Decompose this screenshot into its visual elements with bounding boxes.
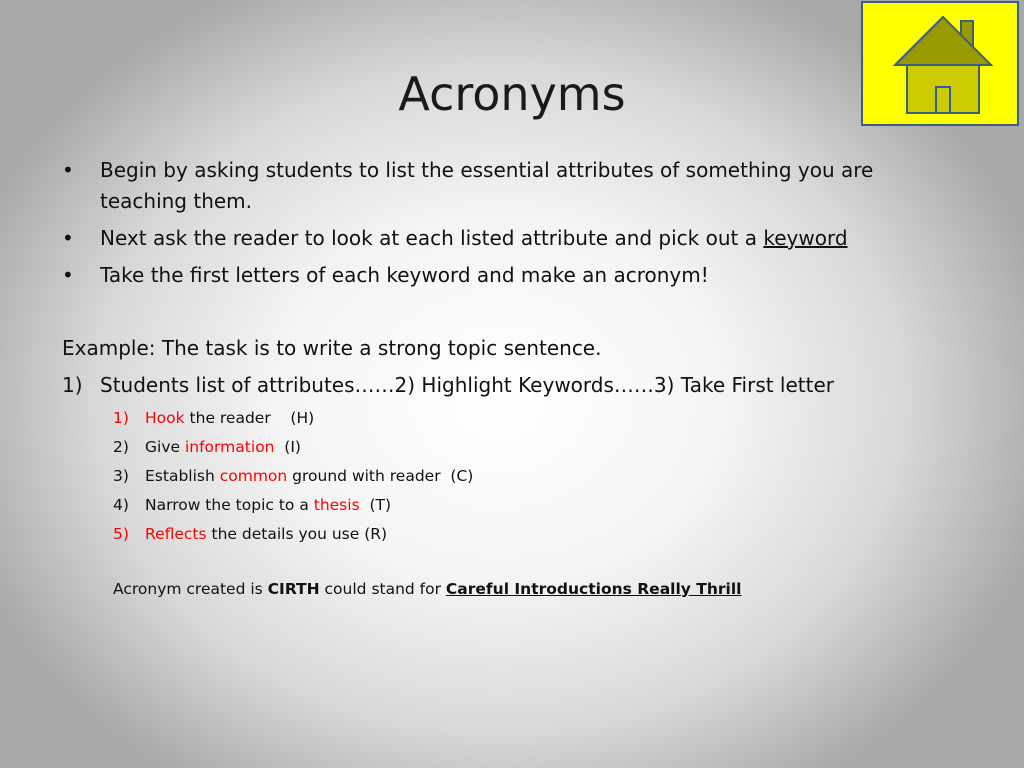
item-keyword: Hook [145,409,185,427]
item-keyword: information [184,438,275,456]
acronym-summary [113,576,741,602]
item-after: the reader (H) [184,409,315,427]
item-number: 2) [113,438,129,456]
step-number: 1) [62,373,83,397]
keyword-item [113,520,473,549]
example-text: Example: The task is to write a strong topic sentence. [62,336,602,360]
bullet-item [62,260,942,291]
item-number: 4) [113,496,129,514]
item-number: 1) [113,409,129,427]
item-after: (T) [359,496,392,514]
bullet-dot: • [62,158,74,182]
bullet-list [62,155,942,297]
bullet-dot: • [62,263,74,287]
item-number: 5) [113,525,129,543]
keyword-item [113,404,473,433]
item-keyword: common [219,467,288,485]
item-number: 3) [113,467,129,485]
home-button[interactable] [861,1,1019,126]
slide-title: Acronyms [398,67,626,121]
item-keyword: Reflects [145,525,207,543]
acronym: CIRTH [267,580,320,598]
keyword-item [113,491,473,520]
bullet-text: Next ask the reader to look at each listed attribute and pick out a [100,226,764,250]
item-before: Give [145,438,185,456]
house-icon [891,15,995,115]
step-one [62,370,962,401]
item-before: Establish [145,467,220,485]
bullet-item [62,155,942,217]
step-text: Students list of attributes……2) Highlight Keywords……3) Take First letter [100,373,835,397]
bullet-text: Take the first letters of each keyword and make an acronym! [100,263,709,287]
bullet-item [62,223,942,254]
bullet-dot: • [62,226,74,250]
item-keyword: thesis [313,496,360,514]
summary-prefix: Acronym created is [113,580,268,598]
keyword-underlined: keyword [763,226,848,250]
acronym-meaning: Careful Introductions Really Thrill [445,580,742,598]
item-after: (I) [274,438,301,456]
keyword-list [113,404,473,549]
bullet-text: Begin by asking students to list the essential attributes of something you are teaching them. [100,158,874,213]
item-after: ground with reader (C) [287,467,474,485]
item-before: Narrow the topic to a [145,496,314,514]
keyword-item [113,462,473,491]
item-after: the details you use (R) [206,525,388,543]
keyword-item [113,433,473,462]
summary-middle: could stand for [319,580,446,598]
